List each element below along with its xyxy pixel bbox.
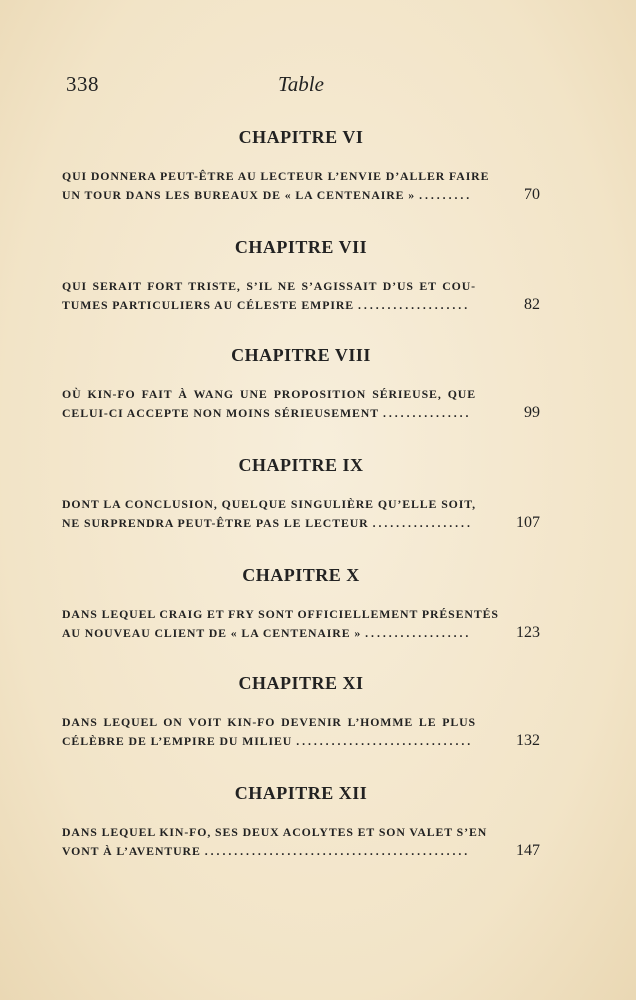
dot-leader bbox=[419, 186, 470, 205]
chapter-entry bbox=[62, 235, 540, 315]
dot-leader bbox=[365, 624, 470, 643]
summary-line-last bbox=[62, 842, 540, 861]
summary-line-text: CELUI-CI ACCEPTE NON MOINS SÉRIEUSEMENT bbox=[62, 406, 379, 420]
chapter-heading: CHAPITRE VIII bbox=[231, 345, 371, 365]
chapter-summary bbox=[62, 385, 540, 423]
dot-leader bbox=[383, 404, 470, 423]
page-reference: 82 bbox=[524, 296, 540, 313]
page-header bbox=[66, 72, 536, 102]
dot-leader bbox=[205, 842, 470, 861]
summary-line: DONT LA CONCLUSION, QUELQUE SINGULIÈRE QU’ELLE SOIT, bbox=[62, 497, 476, 511]
chapter-entry bbox=[62, 781, 540, 861]
dot-leader bbox=[373, 514, 470, 533]
chapter-heading: CHAPITRE XI bbox=[238, 673, 364, 693]
summary-line: DANS LEQUEL CRAIG ET FRY SONT OFFICIELLEMENT PRÉSENTÉS bbox=[62, 607, 499, 621]
summary-line-last bbox=[62, 296, 540, 315]
page-reference: 107 bbox=[516, 514, 540, 531]
chapter-heading: CHAPITRE VII bbox=[234, 237, 368, 257]
summary-line: OÙ KIN-FO FAIT À WANG UNE PROPOSITION SÉRIEUSE, QUE bbox=[62, 387, 476, 401]
chapter-summary bbox=[62, 167, 540, 205]
page-reference: 70 bbox=[524, 186, 540, 203]
summary-line-last bbox=[62, 624, 540, 643]
summary-line-text: NE SURPRENDRA PEUT-ÊTRE PAS LE LECTEUR bbox=[62, 516, 369, 530]
chapter-entry bbox=[62, 671, 540, 751]
chapter-heading: CHAPITRE X bbox=[242, 565, 360, 585]
running-title: Table bbox=[278, 72, 324, 96]
summary-line-last bbox=[62, 186, 540, 205]
chapter-summary bbox=[62, 277, 540, 315]
summary-line-text: TUMES PARTICULIERS AU CÉLESTE EMPIRE bbox=[62, 298, 355, 312]
summary-line-last bbox=[62, 732, 540, 751]
chapter-summary bbox=[62, 605, 540, 643]
summary-line: QUI SERAIT FORT TRISTE, S’IL NE S’AGISSAIT D’US ET COU- bbox=[62, 279, 476, 293]
dot-leader bbox=[358, 296, 470, 315]
chapter-entry bbox=[62, 343, 540, 423]
chapter-summary bbox=[62, 495, 540, 533]
chapter-summary bbox=[62, 713, 540, 751]
chapter-entry bbox=[62, 125, 540, 205]
summary-line: QUI DONNERA PEUT-ÊTRE AU LECTEUR L’ENVIE D’ALLER FAIRE bbox=[62, 169, 490, 183]
summary-line-text: AU NOUVEAU CLIENT DE « LA CENTENAIRE » bbox=[62, 626, 362, 640]
summary-line-text: UN TOUR DANS LES BUREAUX DE « LA CENTENAIRE » bbox=[62, 188, 416, 202]
summary-line-text: VONT À L’AVENTURE bbox=[62, 844, 201, 858]
chapter-entry bbox=[62, 453, 540, 533]
page-reference: 147 bbox=[516, 842, 540, 859]
summary-line: DANS LEQUEL KIN-FO, SES DEUX ACOLYTES ET SON VALET S’EN bbox=[62, 825, 488, 839]
chapter-heading: CHAPITRE VI bbox=[238, 127, 364, 147]
page-reference: 99 bbox=[524, 404, 540, 421]
page-reference: 123 bbox=[516, 624, 540, 641]
summary-line-text: CÉLÈBRE DE L’EMPIRE DU MILIEU bbox=[62, 734, 293, 748]
page-number: 338 bbox=[66, 72, 99, 96]
chapter-heading: CHAPITRE IX bbox=[238, 455, 364, 475]
page-reference: 132 bbox=[516, 732, 540, 749]
chapter-heading: CHAPITRE XII bbox=[234, 783, 368, 803]
chapter-entry bbox=[62, 563, 540, 643]
dot-leader bbox=[296, 732, 470, 751]
summary-line: DANS LEQUEL ON VOIT KIN-FO DEVENIR L’HOMME LE PLUS bbox=[62, 715, 476, 729]
summary-line-last bbox=[62, 514, 540, 533]
chapter-summary bbox=[62, 823, 540, 861]
summary-line-last bbox=[62, 404, 540, 423]
